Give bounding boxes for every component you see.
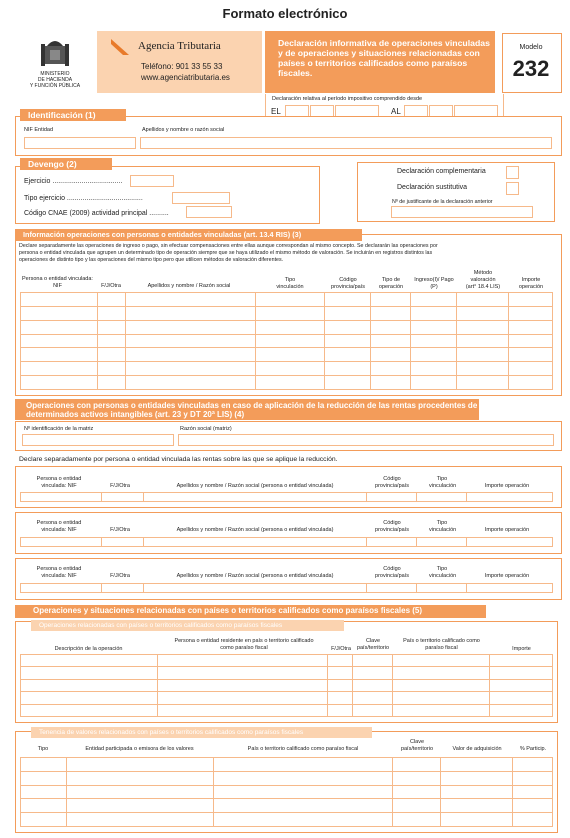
nif-entidad-field[interactable] [24, 137, 136, 149]
cnae-field[interactable] [186, 206, 232, 218]
section3-title: Información operaciones con personas o entidades vinculadas (art. 13.4 RIS) (3) [15, 229, 362, 241]
section3-instruction: Declare separadamente las operaciones de ingreso o pago, sin efectuar compensaciones entre ellas aunque correspondan al mismo concepto. Se declararán las operaciones por [19, 243, 438, 249]
s3-col-ingreso-pago: Ingreso(I)/ Pago (P) [414, 277, 454, 290]
complementaria-checkbox[interactable] [506, 166, 519, 179]
s3-col-fjo: F/J/Otra [101, 283, 121, 289]
s5b-col-valor: Valor de adquisición [452, 746, 502, 752]
s3-col-codigo: Código provincia/país [331, 277, 365, 290]
s4-col-importe: Importe operación [484, 483, 530, 489]
matrix-nif-label: Nº identificación de la matriz [24, 426, 94, 432]
section4-row[interactable] [20, 537, 553, 547]
s5b-col-pais: País o territorio calificado como paraíso fiscal [247, 746, 359, 752]
razon-social-label: Apellidos y nombre o razón social [142, 127, 225, 133]
s3-col-tipo-vinc: Tipo vinculación [276, 277, 304, 290]
s3-col-tipo-op: Tipo de operación [378, 277, 404, 290]
ejercicio-label: Ejercicio .................................... [24, 178, 123, 185]
period-label: Declaración relativa al período impositivo comprendido desde [272, 96, 423, 102]
modelo-number: 232 [512, 56, 550, 81]
page-title: Formato electrónico [222, 6, 348, 21]
section5-title: Operaciones y situaciones relacionadas con países o territorios calificados como paraísos fiscales (5) [15, 605, 486, 618]
s3-col-importe: Importe operación [518, 277, 544, 290]
s4-col-nif: Persona o entidad vinculada: NIF [36, 476, 82, 489]
justificante-field[interactable] [391, 206, 533, 218]
identificacion-section [15, 116, 562, 156]
s3-col-name: Apellidos y nombre / Razón social [147, 283, 231, 289]
section5-sub1-title: Operaciones relacionadas con países o territorios calificados como paraísos fiscales [31, 620, 344, 631]
section3-instruction: persona o entidad vinculada que agrupen un determinado tipo de operación siempre que se haya utilizado el mismo método de valoración. Se incluirán en registros distintos las [19, 250, 433, 256]
razon-social-field[interactable] [140, 137, 552, 149]
cnae-label: Código CNAE (2009) actividad principal .......... [24, 210, 169, 217]
section3-table[interactable] [20, 292, 553, 390]
s3-col-metodo: Método valoración (art° 18.4 LIS) [465, 270, 501, 290]
s4-col-fjo: F/J/Otra [110, 527, 130, 533]
s4-col-nif: Persona o entidad vinculada: NIF [36, 566, 82, 579]
s4-col-name: Apellidos y nombre / Razón social (persona o entidad vinculada) [176, 483, 334, 489]
s3-col-nif: Persona o entidad vinculada: NIF [22, 276, 93, 289]
tipo-ejercicio-field[interactable] [172, 192, 230, 204]
s4-col-importe: Importe operación [484, 573, 530, 579]
s5b-col-tipo: Tipo [37, 746, 49, 752]
ministry-line: MINISTERIO [40, 71, 70, 77]
declaration-title: Declaración informativa de operaciones vinculadas y de operaciones y situaciones relacionadas con países o territorios calificados como paraísos fiscales. [278, 38, 490, 78]
section4-row[interactable] [20, 492, 553, 502]
section4-row[interactable] [20, 583, 553, 593]
s5a-col-pais: País o territorio calificado como paraíso fiscal [403, 638, 480, 651]
tipo-ejercicio-label: Tipo ejercicio ....................................... [24, 195, 143, 202]
modelo-label: Modelo [519, 44, 543, 51]
devengo-title: Devengo (2) [20, 158, 112, 170]
agency-logo-icon [109, 37, 131, 57]
s5a-col-persona: Persona o entidad residente en país o territorio calificado como paraíso fiscal [174, 638, 314, 651]
s5a-col-clave: Clave país/territorio [356, 638, 390, 651]
s4-col-tipo: Tipo vinculación [429, 566, 457, 579]
s4-col-name: Apellidos y nombre / Razón social (persona o entidad vinculada) [176, 527, 334, 533]
s5a-col-fjo: F/J/Otra [331, 646, 351, 652]
agency-phone: Teléfono: 901 33 55 33 [141, 62, 223, 71]
ministry-line: Y FUNCIÓN PÚBLICA [29, 83, 81, 89]
coat-of-arms-icon [38, 36, 72, 70]
section3-instruction: operaciones de distinto tipo y las operaciones del mismo tipo pero que utilicen métodos de valoración diferentes. [19, 257, 284, 263]
s4-col-name: Apellidos y nombre / Razón social (persona o entidad vinculada) [176, 573, 334, 579]
s5b-col-entidad: Entidad participada o emisora de los valores [85, 746, 194, 752]
s5a-col-descripcion: Descripción de la operación [54, 646, 123, 652]
section4-instruction: Declare separadamente por persona o entidad vinculada las rentas sobre las que se aplique la reducción. [19, 456, 338, 463]
agency-name: Agencia Tributaria [138, 40, 221, 52]
s4-col-fjo: F/J/Otra [110, 483, 130, 489]
ministry-line: DE HACIENDA [37, 77, 73, 83]
s4-col-codigo: Código provincia/país [375, 566, 409, 579]
justificante-label: Nº de justificante de la declaración anterior [392, 199, 493, 205]
s4-col-fjo: F/J/Otra [110, 573, 130, 579]
s5b-col-particip: % Particip. [519, 746, 547, 752]
matrix-name-label: Razón social (matriz) [180, 426, 232, 432]
s4-col-importe: Importe operación [484, 527, 530, 533]
matrix-nif-field[interactable] [22, 434, 174, 446]
s4-col-nif: Persona o entidad vinculada: NIF [36, 520, 82, 533]
s4-col-tipo: Tipo vinculación [429, 476, 457, 489]
s4-col-codigo: Código provincia/país [375, 476, 409, 489]
nif-entidad-label: NIF Entidad [24, 127, 54, 133]
el-label: EL [271, 107, 281, 116]
al-label: AL [391, 107, 401, 116]
sustitutiva-label: Declaración sustitutiva [397, 184, 468, 191]
matrix-name-field[interactable] [178, 434, 554, 446]
agency-web: www.agenciatributaria.es [141, 73, 230, 82]
ejercicio-field[interactable] [130, 175, 174, 187]
s5b-col-clave: Clave país/territorio [400, 739, 434, 752]
sustitutiva-checkbox[interactable] [506, 182, 519, 195]
section4-title: Operaciones con personas o entidades vinculadas en caso de aplicación de la reducción de las rentas procedentes de determinados activos intangibles (art. 23 y DT 20ª LIS) (4) [15, 399, 479, 420]
s5a-col-importe: Importe [512, 646, 531, 652]
identificacion-title: Identificación (1) [20, 109, 126, 121]
section5-sub2-table[interactable] [20, 757, 553, 827]
section5-sub1-table[interactable] [20, 654, 553, 717]
section5-sub2-title: Tenencia de valores relacionados con países o territorios calificados como paraísos fiscales [31, 727, 372, 738]
complementaria-label: Declaración complementaria [397, 168, 486, 175]
s4-col-tipo: Tipo vinculación [429, 520, 457, 533]
s4-col-codigo: Código provincia/país [375, 520, 409, 533]
